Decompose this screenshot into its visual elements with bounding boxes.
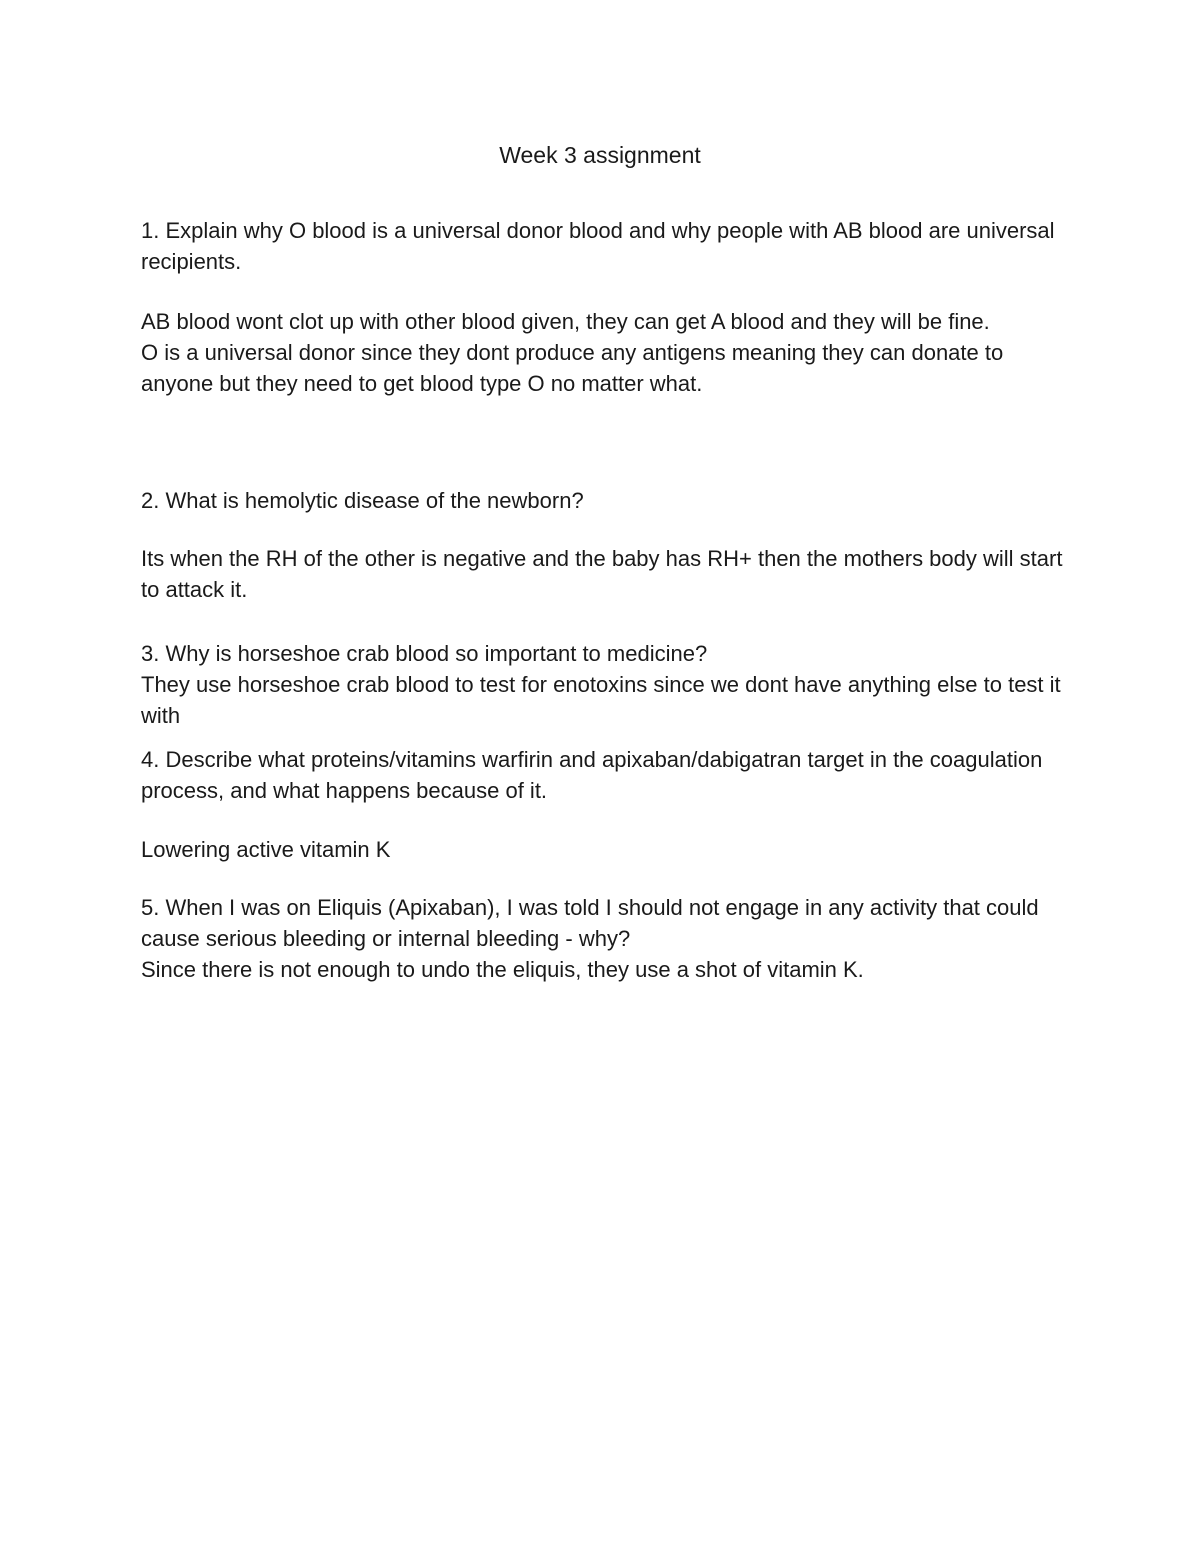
answer-1-line-2: O is a universal donor since they dont produce any antigens meaning they can donate to anyone but they need to get blood type O no matter what. (141, 340, 1004, 396)
answer-5-text: Since there is not enough to undo the eliquis, they use a shot of vitamin K. (141, 957, 864, 982)
question-4 (141, 744, 1081, 806)
question-5 (141, 892, 1081, 985)
answer-4 (141, 834, 1081, 865)
question-5-text: 5. When I was on Eliquis (Apixaban), I was told I should not engage in any activity that could cause serious bleeding or internal bleeding - why? (141, 895, 1039, 951)
question-3 (141, 638, 1081, 731)
answer-1-line-1: AB blood wont clot up with other blood given, they can get A blood and they will be fine. (141, 309, 990, 334)
answer-3-text: They use horseshoe crab blood to test for enotoxins since we dont have anything else to test it with (141, 672, 1061, 728)
answer-4-text: Lowering active vitamin K (141, 837, 391, 862)
answer-2 (141, 543, 1081, 605)
answer-2-text: Its when the RH of the other is negative and the baby has RH+ then the mothers body will start to attack it. (141, 546, 1063, 602)
question-2-text: 2. What is hemolytic disease of the newborn? (141, 488, 584, 513)
question-1-text: 1. Explain why O blood is a universal donor blood and why people with AB blood are universal recipients. (141, 218, 1055, 274)
document-title: Week 3 assignment (499, 142, 701, 168)
question-3-text: 3. Why is horseshoe crab blood so important to medicine? (141, 641, 708, 666)
answer-1 (141, 306, 1081, 399)
question-4-text: 4. Describe what proteins/vitamins warfirin and apixaban/dabigatran target in the coagulation process, and what happens because of it. (141, 747, 1043, 803)
question-1 (141, 215, 1081, 277)
question-2 (141, 485, 1081, 516)
